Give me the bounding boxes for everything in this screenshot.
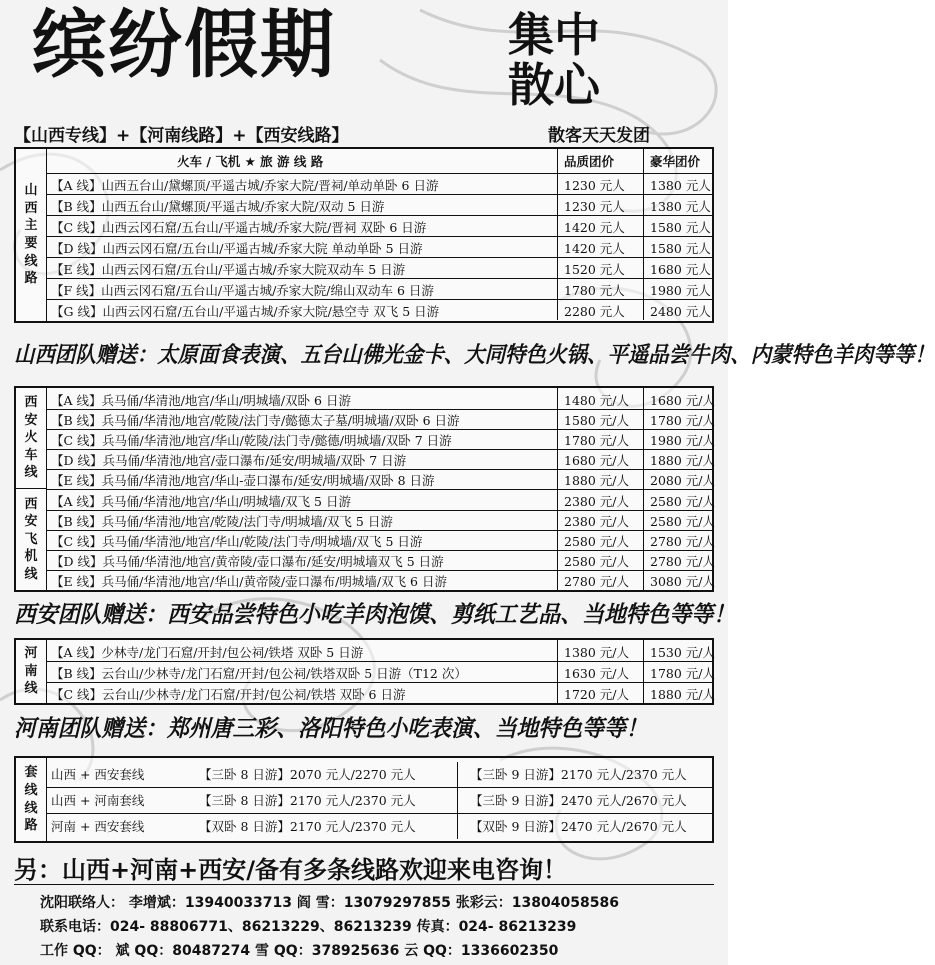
table-row: 【A 线】山西五台山/黛螺顶/平遥古城/乔家大院/晋祠/单动单卧 6 日游 1230 元人 1380 元人 <box>47 173 712 195</box>
contact-persons: 沈阳联络人： 李增斌：13940033713 阎 雪：13079297855 张彩云：13804058586 <box>40 895 619 911</box>
title-slogan-bottom: 散心 <box>508 58 600 112</box>
xian-route-table <box>14 386 714 592</box>
header-route: 火车 / 飞机 ★ 旅 游 线 路 <box>177 154 324 169</box>
contact-qq: 工作 QQ： 斌 QQ：80487274 雪 QQ：378925636 云 QQ：1336602350 <box>40 943 559 959</box>
table-row: 【G 线】山西云冈石窟/五台山/平遥古城/乔家大院/悬空寺 双飞 5 日游 2280 元人 2480 元人 <box>47 299 712 320</box>
henan-route-table <box>14 638 714 705</box>
table-row: 【A 线】兵马俑/华清池/地宫/华山/明城墙/双飞 5 日游 2380 元/人 2580 元/人 <box>47 489 712 511</box>
title-slogan-top: 集中 <box>508 8 600 62</box>
shanxi-side-label: 山 西 主 要 线 路 <box>16 149 47 321</box>
table-row: 【D 线】兵马俑/华清池/地宫/壶口瀑布/延安/明城墙/双卧 7 日游 1680 元/人 1880 元/人 <box>47 448 712 470</box>
table-row: 【E 线】兵马俑/华清池/地宫/华山-壶口瀑布/延安/明城墙/双卧 8 日游 1880 元/人 2080 元/人 <box>47 468 712 490</box>
table-row: 【A 线】少林寺/龙门石窟/开封/包公祠/铁塔 双卧 5 日游 1380 元/人 1530 元/人 <box>47 640 712 662</box>
combo-route-table <box>14 756 714 843</box>
table-row: 【D 线】山西云冈石窟/五台山/平遥古城/乔家大院 单动单卧 5 日游 1420 元人 1580 元人 <box>47 236 712 258</box>
header-price-standard: 品质团价 <box>557 149 641 173</box>
table-row: 【A 线】兵马俑/华清池/地宫/华山/明城墙/双卧 6 日游 1480 元/人 1680 元/人 <box>47 388 712 410</box>
table-row: 【C 线】兵马俑/华清池/地宫/华山/乾陵/法门寺/懿德/明城墙/双卧 7 日游 1780 元/人 1980 元/人 <box>47 428 712 450</box>
page-title: 缤纷假期 <box>32 2 336 88</box>
table-row: 【B 线】云台山/少林寺/龙门石窟/开封/包公祠/铁塔双卧 5 日游（T12 次） 1630 元/人 1780 元/人 <box>47 661 712 683</box>
henan-gift-banner: 河南团队赠送：郑州唐三彩、洛阳特色小吃表演、当地特色等等！ <box>14 716 648 742</box>
divider <box>14 884 714 885</box>
daily-departure-note: 散客天天发团 <box>548 126 650 146</box>
table-row: 【B 线】兵马俑/华清池/地宫/乾陵/法门寺/懿德太子墓/明城墙/双卧 6 日游 1580 元/人 1780 元/人 <box>47 408 712 430</box>
table-row: 【C 线】云台山/少林寺/龙门石窟/开封/包公祠/铁塔 双卧 6 日游 1720 元/人 1880 元/人 <box>47 682 712 703</box>
shanxi-route-table <box>14 147 714 323</box>
contact-phones: 联系电话：024- 88806771、86213229、86213239 传真：024- 86213239 <box>40 919 577 935</box>
route-summary: 【山西专线】+【河南线路】+【西安线路】 <box>14 126 349 146</box>
table-row: 【F 线】山西云冈石窟/五台山/平遥古城/乔家大院/绵山双动车 6 日游 1780 元人 1980 元人 <box>47 278 712 300</box>
consultation-banner: 另：山西+河南+西安/备有多条线路欢迎来电咨询！ <box>14 856 567 884</box>
table-header-row <box>47 149 712 174</box>
shanxi-gift-banner: 山西团队赠送：太原面食表演、五台山佛光金卡、大同特色火锅、平遥品尝牛肉、内蒙特色羊肉等等！ <box>14 343 935 368</box>
header-price-luxury: 豪华团价 <box>643 149 733 173</box>
xian-train-side-label: 西 安 火 车 线 <box>16 388 47 489</box>
xian-gift-banner: 西安团队赠送：西安品尝特色小吃羊肉泡馍、剪纸工艺品、当地特色等等！ <box>14 602 736 628</box>
table-row: 【C 线】兵马俑/华清池/地宫/华山/乾陵/法门寺/明城墙/双飞 5 日游 2580 元/人 2780 元/人 <box>47 529 712 551</box>
combo-side-label: 套 线 线 路 <box>16 758 47 841</box>
table-row: 【D 线】兵马俑/华清池/地宫/黄帝陵/壶口瀑布/延安/明城墙双飞 5 日游 2580 元/人 2780 元/人 <box>47 549 712 571</box>
table-row: 【B 线】山西五台山/黛螺顶/平遥古城/乔家大院/双动 5 日游 1230 元人 1380 元人 <box>47 194 712 216</box>
table-row: 【B 线】兵马俑/华清池/地宫/乾陵/法门寺/明城墙/双飞 5 日游 2380 元/人 2580 元/人 <box>47 509 712 531</box>
xian-plane-side-label: 西 安 飞 机 线 <box>16 489 47 590</box>
table-row: 【E 线】兵马俑/华清池/地宫/华山/黄帝陵/壶口瀑布/明城墙/双飞 6 日游 2780 元/人 3080 元/人 <box>47 569 712 590</box>
table-row: 【C 线】山西云冈石窟/五台山/平遥古城/乔家大院/晋祠 双卧 6 日游 1420 元人 1580 元人 <box>47 215 712 237</box>
table-row: 河南 + 西安套线 【双卧 8 日游】2170 元人/2370 元人 【双卧 9 日游】2470 元人/2670 元人 <box>47 814 712 839</box>
table-row: 山西 + 河南套线 【三卧 8 日游】2170 元人/2370 元人 【三卧 9 日游】2470 元人/2670 元人 <box>47 788 712 814</box>
table-row: 【E 线】山西云冈石窟/五台山/平遥古城/乔家大院双动车 5 日游 1520 元人 1680 元人 <box>47 257 712 279</box>
table-row: 山西 + 西安套线 【三卧 8 日游】2070 元人/2270 元人 【三卧 9 日游】2170 元人/2370 元人 <box>47 762 712 788</box>
henan-side-label: 河 南 线 <box>16 640 47 703</box>
